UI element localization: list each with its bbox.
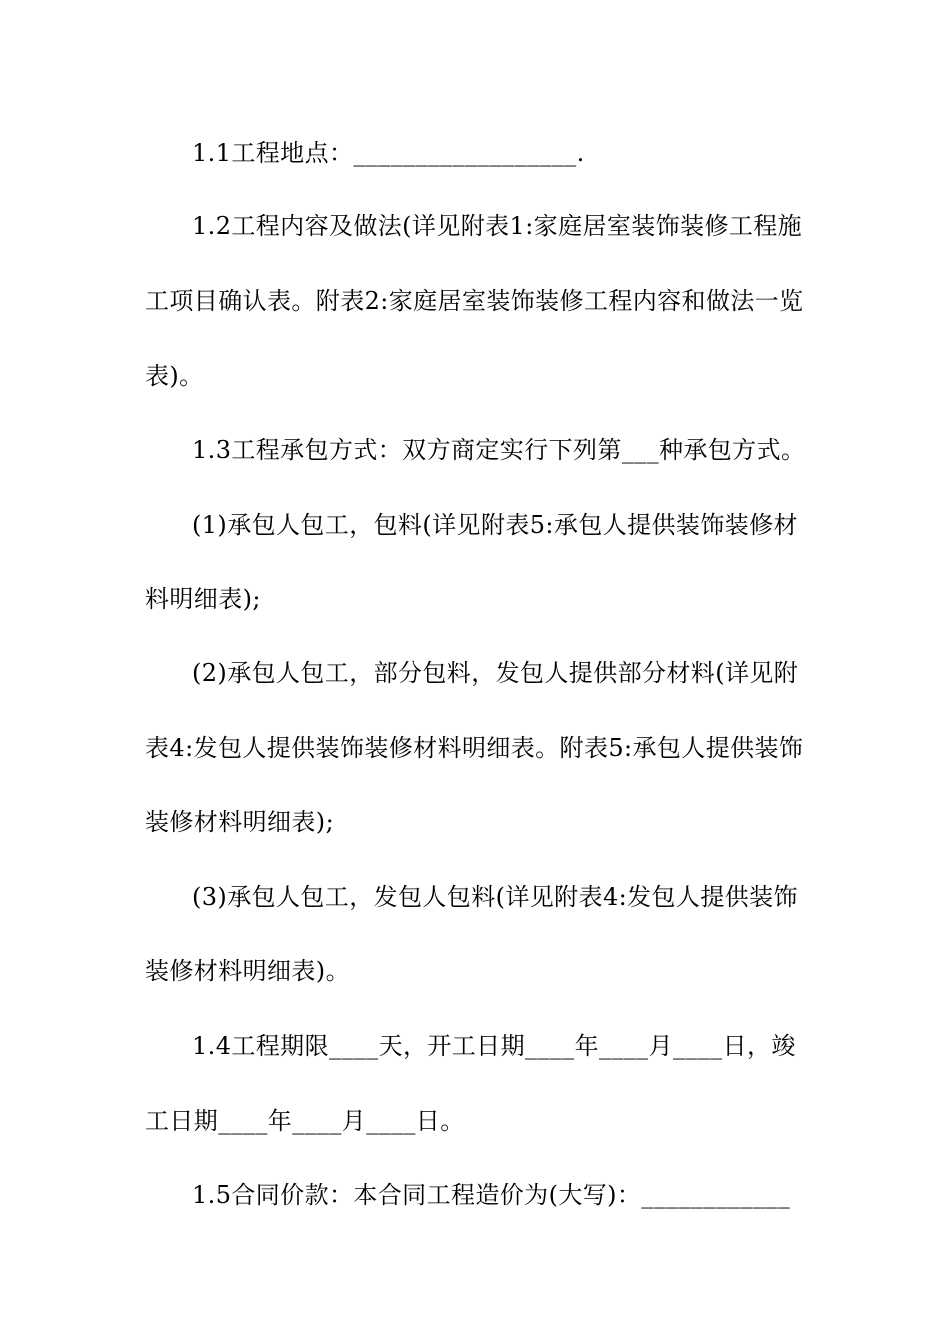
option-2-partial-materials: (2)承包人包工，部分包料，发包人提供部分材料(详见附 bbox=[192, 659, 799, 687]
option-3-owner-materials: (3)承包人包工，发包人包料(详见附表4:发包人提供装饰 bbox=[192, 883, 798, 911]
clause-1-2-project-content: 1.2工程内容及做法(详见附表1:家庭居室装饰装修工程施 bbox=[192, 212, 803, 240]
option-2-continued: 装修材料明细表); bbox=[145, 808, 335, 836]
option-2-continued: 表4:发包人提供装饰装修材料明细表。附表5:承包人提供装饰 bbox=[145, 734, 804, 762]
clause-1-5-contract-price: 1.5合同价款：本合同工程造价为(大写)：____________ bbox=[192, 1181, 791, 1209]
option-3-continued: 装修材料明细表)。 bbox=[145, 957, 350, 985]
option-1-labor-and-materials: (1)承包人包工，包料(详见附表5:承包人提供装饰装修材 bbox=[192, 511, 798, 539]
clause-1-4-project-duration: 1.4工程期限____天，开工日期____年____月____日，竣 bbox=[192, 1032, 796, 1060]
option-1-continued: 料明细表); bbox=[145, 585, 261, 613]
clause-1-4-continued: 工日期____年____月____日。 bbox=[145, 1107, 465, 1135]
clause-1-2-continued: 表)。 bbox=[145, 362, 204, 390]
clause-1-3-contract-method: 1.3工程承包方式：双方商定实行下列第___种承包方式。 bbox=[192, 436, 806, 464]
clause-1-1-project-location: 1.1工程地点：__________________. bbox=[192, 139, 585, 167]
clause-1-2-continued: 工项目确认表。附表2:家庭居室装饰装修工程内容和做法一览 bbox=[145, 287, 804, 315]
